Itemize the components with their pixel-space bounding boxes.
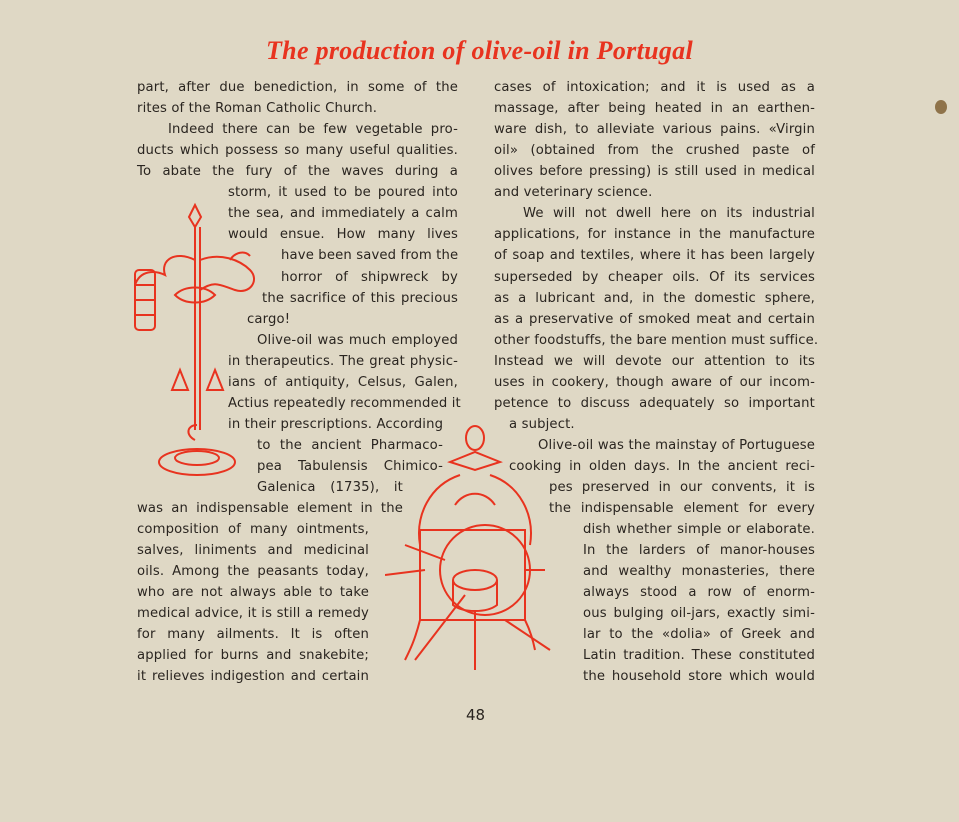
text-line: applications, for instance in the manufacture xyxy=(494,227,815,242)
text-line: would ensue. How many lives xyxy=(228,227,458,242)
text-line: pes preserved in our convents, it is xyxy=(549,480,815,495)
text-line: the sacrifice of this precious xyxy=(262,291,458,306)
text-line: medical advice, it is still a remedy xyxy=(137,606,369,621)
lantern-illustration xyxy=(385,420,555,675)
text-line: horror of shipwreck by xyxy=(281,270,458,285)
text-line: the household store which would xyxy=(583,669,815,684)
text-line: to the ancient Pharmaco- xyxy=(257,438,443,453)
text-line: uses in cookery, though aware of our incom- xyxy=(494,375,815,390)
text-line: Latin tradition. These constituted xyxy=(583,648,815,663)
text-line: ducts which possess so many useful qualities. xyxy=(137,143,458,158)
text-line: oils. Among the peasants today, xyxy=(137,564,369,579)
text-line: ous bulging oil-jars, exactly simi- xyxy=(583,606,815,621)
text-line: for many ailments. It is often xyxy=(137,627,369,642)
text-line: cargo! xyxy=(247,312,291,327)
text-line: in therapeutics. The great physic- xyxy=(228,354,458,369)
text-line: storm, it used to be poured into xyxy=(228,185,458,200)
text-line: Olive-oil was much employed xyxy=(257,333,458,348)
text-line: who are not always able to take xyxy=(137,585,369,600)
oil-lamp-illustration xyxy=(130,200,265,490)
text-line: a subject. xyxy=(509,417,575,432)
text-line: In the larders of manor-houses xyxy=(583,543,815,558)
text-line: and wealthy monasteries, there xyxy=(583,564,815,579)
text-line: ians of antiquity, Celsus, Galen, xyxy=(228,375,458,390)
page-title: The production of olive-oil in Portugal xyxy=(266,36,693,65)
text-line: Instead we will devote our attention to its xyxy=(494,354,815,369)
text-line: massage, after being heated in an earthen- xyxy=(494,101,815,116)
text-line: olives before pressing) is still used in medical xyxy=(494,164,815,179)
text-line: in their prescriptions. According xyxy=(228,417,444,432)
text-line: rites of the Roman Catholic Church. xyxy=(137,101,378,116)
page-number: 48 xyxy=(466,706,486,724)
text-line: other foodstuffs, the bare mention must suffice. xyxy=(494,333,819,348)
text-line: Indeed there can be few vegetable pro- xyxy=(168,122,458,137)
text-line: as a lubricant and, in the domestic sphere, xyxy=(494,291,815,306)
text-line: cooking in olden days. In the ancient reci- xyxy=(509,459,815,474)
text-line: oil» (obtained from the crushed paste of xyxy=(494,143,815,158)
text-line: cases of intoxication; and it is used as a xyxy=(494,80,815,95)
text-line: We will not dwell here on its industrial xyxy=(523,206,815,221)
paper-stain xyxy=(935,100,947,114)
text-line: and veterinary science. xyxy=(494,185,653,200)
text-line: applied for burns and snakebite; xyxy=(137,648,369,663)
text-line: To abate the fury of the waves during a xyxy=(137,164,458,179)
text-line: pea Tabulensis Chimico- xyxy=(257,459,443,474)
text-line: part, after due benediction, in some of the xyxy=(137,80,458,95)
text-line: as a preservative of smoked meat and certain xyxy=(494,312,815,327)
text-line: petence to discuss adequately so important xyxy=(494,396,815,411)
text-line: Actius repeatedly recommended it xyxy=(228,396,461,411)
text-line: the sea, and immediately a calm xyxy=(228,206,458,221)
text-line: of soap and textiles, where it has been largely xyxy=(494,248,815,263)
text-line: Olive-oil was the mainstay of Portuguese xyxy=(538,438,815,453)
text-line: it relieves indigestion and certain xyxy=(137,669,369,684)
text-line: always stood a row of enorm- xyxy=(583,585,815,600)
text-line: composition of many ointments, xyxy=(137,522,369,537)
text-line: ware dish, to alleviate various pains. «Virgin xyxy=(494,122,815,137)
text-line: have been saved from the xyxy=(281,248,459,263)
text-line: was an indispensable element in the xyxy=(137,501,403,516)
text-line: Galenica (1735), it xyxy=(257,480,403,495)
text-line: salves, liniments and medicinal xyxy=(137,543,369,558)
text-line: dish whether simple or elaborate. xyxy=(583,522,815,537)
text-line: the indispensable element for every xyxy=(549,501,815,516)
text-line: lar to the «dolia» of Greek and xyxy=(583,627,815,642)
text-line: superseded by cheaper oils. Of its services xyxy=(494,270,815,285)
